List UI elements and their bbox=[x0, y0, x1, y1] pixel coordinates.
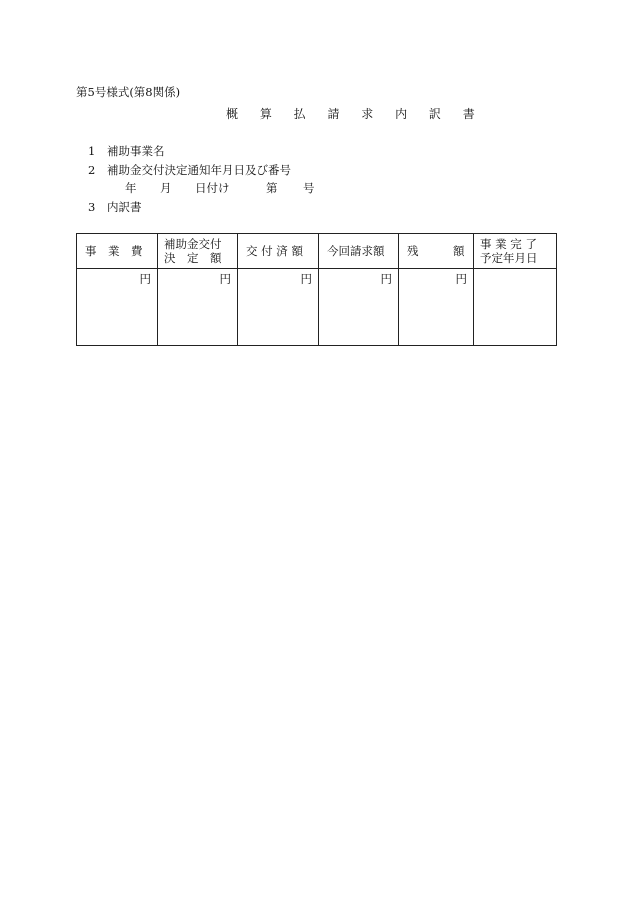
header-line: 決 定 額 bbox=[164, 251, 222, 265]
document-title: 概 算 払 請 求 内 訳 書 bbox=[226, 107, 484, 121]
number-go-label: 号 bbox=[303, 181, 315, 195]
cell-completion-date bbox=[474, 269, 557, 346]
cell-current-request: 円 bbox=[319, 269, 399, 346]
item-label: 補助金交付決定通知年月日及び番号 bbox=[107, 163, 291, 177]
item-label: 補助事業名 bbox=[107, 144, 165, 158]
cell-balance: 円 bbox=[399, 269, 474, 346]
date-day-label: 日付け bbox=[195, 181, 230, 195]
item-grant-decision bbox=[88, 162, 291, 178]
item-project-name bbox=[88, 143, 165, 159]
cell-project-cost: 円 bbox=[77, 269, 158, 346]
number-dai-label: 第 bbox=[266, 181, 278, 195]
item-number: 1 bbox=[88, 144, 96, 158]
header-line: 事 業 完 了 bbox=[480, 237, 537, 251]
table-header-row bbox=[77, 234, 557, 269]
cell-grant-decision-amount: 円 bbox=[158, 269, 238, 346]
form-number-label: 第5号様式(第8関係) bbox=[76, 85, 181, 99]
header-paid-amount: 交 付 済 額 bbox=[238, 234, 319, 269]
header-line: 補助金交付 bbox=[164, 237, 222, 251]
header-grant-decision-amount bbox=[158, 234, 238, 269]
header-line: 予定年月日 bbox=[480, 251, 538, 265]
header-project-cost: 事 業 費 bbox=[77, 234, 158, 269]
header-balance: 残 額 bbox=[399, 234, 474, 269]
date-month-label: 月 bbox=[160, 181, 172, 195]
header-current-request: 今回請求額 bbox=[319, 234, 399, 269]
breakdown-table bbox=[76, 233, 557, 346]
item-number: 2 bbox=[88, 163, 96, 177]
item-breakdown bbox=[88, 199, 142, 215]
cell-paid-amount: 円 bbox=[238, 269, 319, 346]
header-completion-date bbox=[474, 234, 557, 269]
item-number: 3 bbox=[88, 200, 96, 214]
date-year-label: 年 bbox=[125, 181, 137, 195]
item-label: 内訳書 bbox=[107, 200, 142, 214]
table-row bbox=[77, 269, 557, 346]
